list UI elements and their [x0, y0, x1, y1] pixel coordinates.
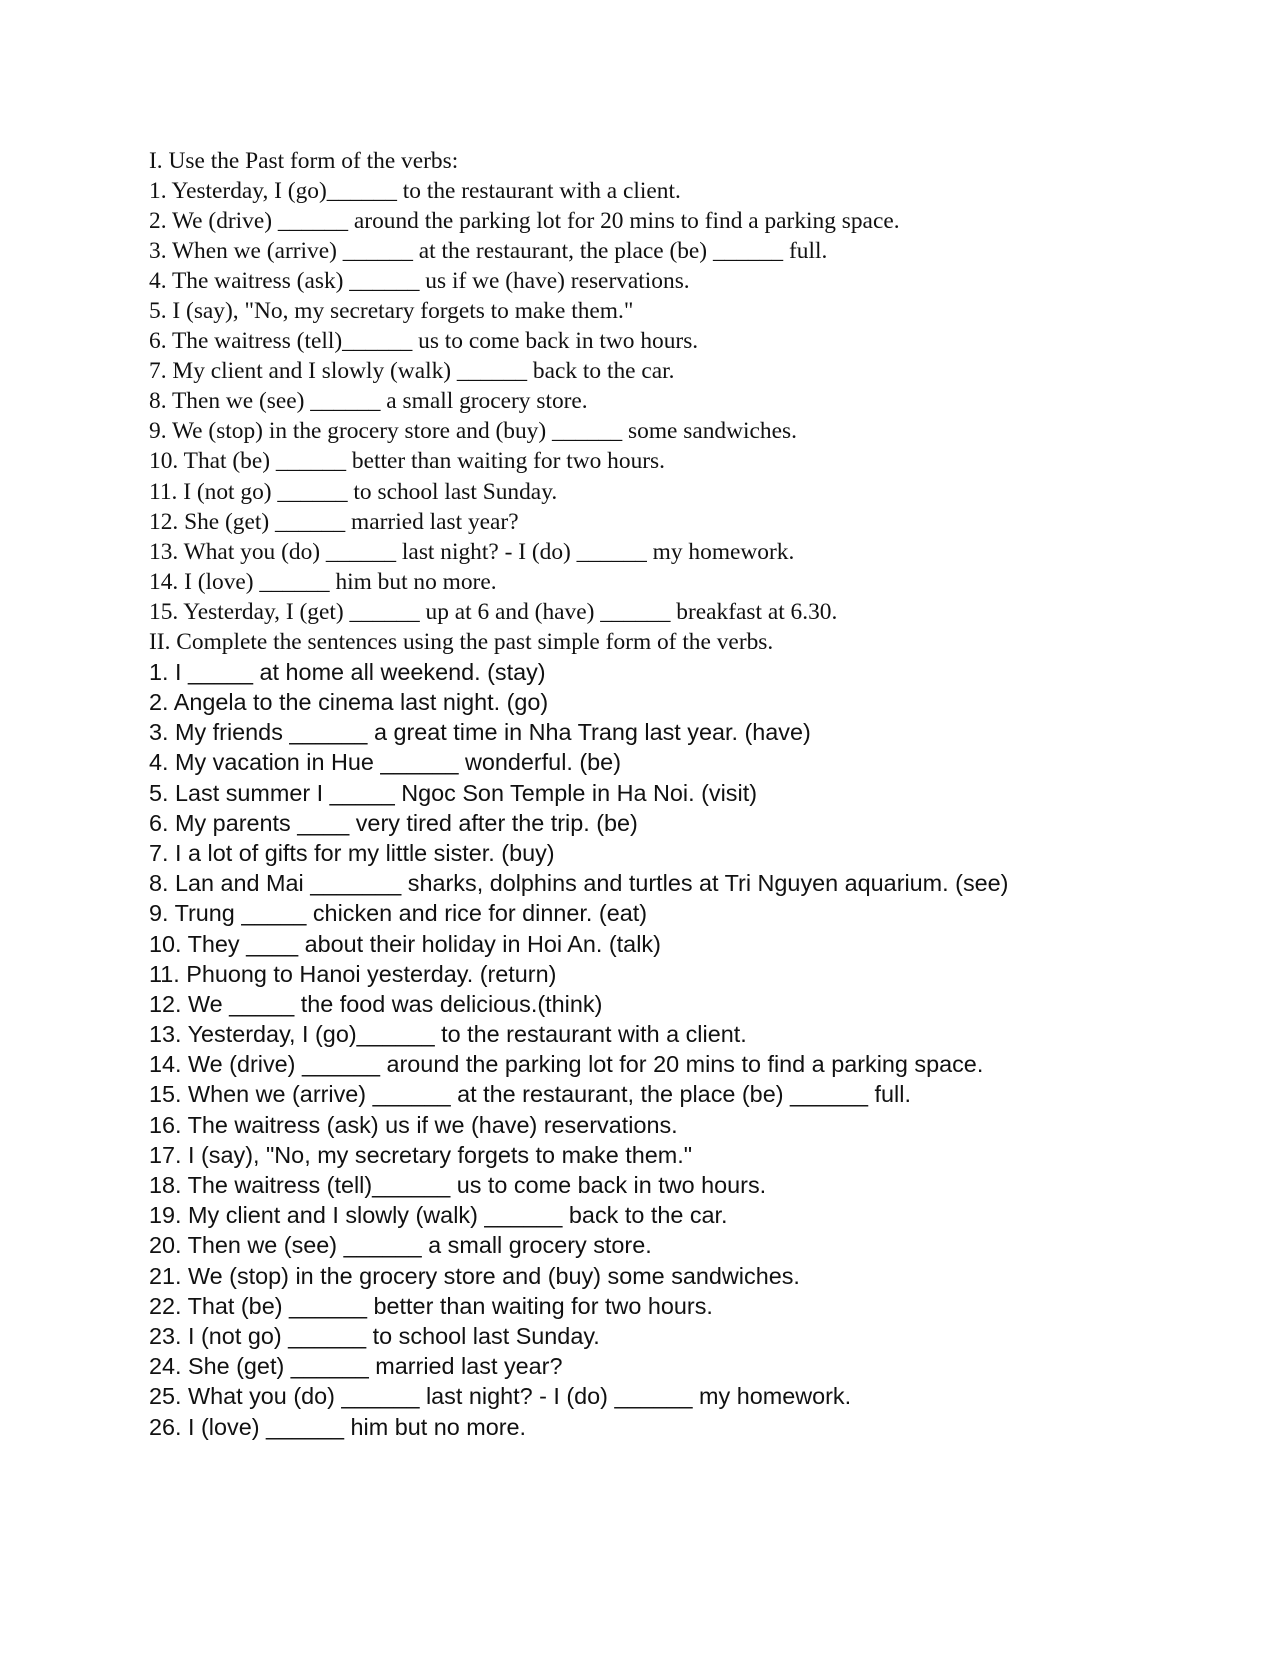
exercise-item: 16. The waitress (ask) us if we (have) reservations. [149, 1111, 678, 1138]
exercise-item: 11. Phuong to Hanoi yesterday. (return) [149, 960, 557, 987]
exercise-item: 20. Then we (see) ______ a small grocery store. [149, 1232, 652, 1259]
exercise-item: 22. That (be) ______ better than waiting for two hours. [149, 1292, 713, 1319]
section-2 [149, 657, 1239, 1442]
exercise-item: 21. We (stop) in the grocery store and (buy) some sandwiches. [149, 1262, 800, 1289]
exercise-item: 4. My vacation in Hue ______ wonderful. (be) [149, 749, 621, 776]
exercise-item: 10. They ____ about their holiday in Hoi An. (talk) [149, 930, 661, 957]
exercise-item: 18. The waitress (tell)______ us to come back in two hours. [149, 1172, 767, 1198]
exercise-item: 6. The waitress (tell)______ us to come back in two hours. [149, 328, 699, 355]
exercise-item: 15. When we (arrive) ______ at the restaurant, the place (be) ______ full. [149, 1081, 911, 1108]
exercise-item: 2. We (drive) ______ around the parking lot for 20 mins to find a parking space. [149, 208, 900, 235]
exercise-item: 3. My friends ______ a great time in Nha Trang last year. (have) [149, 719, 811, 746]
exercise-item: 13. What you (do) ______ last night? - I (do) ______ my homework. [149, 538, 795, 565]
exercise-item: 25. What you (do) ______ last night? - I (do) ______ my homework. [149, 1383, 852, 1410]
exercise-item: 1. Yesterday, I (go)______ to the restaurant with a client. [149, 178, 681, 205]
exercise-item: 9. Trung _____ chicken and rice for dinner. (eat) [149, 900, 647, 927]
exercise-item: 8. Then we (see) ______ a small grocery store. [149, 388, 588, 415]
exercise-item: 24. She (get) ______ married last year? [149, 1353, 563, 1380]
exercise-item: 26. I (love) ______ him but no more. [149, 1413, 527, 1440]
exercise-item: 14. I (love) ______ him but no more. [149, 568, 497, 595]
exercise-item: 12. We _____ the food was delicious.(think) [149, 990, 603, 1017]
exercise-item: 10. That (be) ______ better than waiting for two hours. [149, 448, 665, 475]
exercise-item: 12. She (get) ______ married last year? [149, 508, 519, 535]
section-1 [149, 146, 1239, 657]
exercise-item: 2. Angela to the cinema last night. (go) [149, 688, 549, 715]
section-2-heading: II. Complete the sentences using the past simple form of the verbs. [149, 628, 774, 655]
exercise-item: 13. Yesterday, I (go)______ to the restaurant with a client. [149, 1021, 747, 1048]
exercise-item: 7. I a lot of gifts for my little sister. (buy) [149, 839, 555, 866]
exercise-item: 14. We (drive) ______ around the parking lot for 20 mins to find a parking space. [149, 1051, 984, 1078]
exercise-item: 1. I _____ at home all weekend. (stay) [149, 658, 546, 685]
worksheet-page [149, 146, 1239, 1442]
exercise-item: 7. My client and I slowly (walk) ______ back to the car. [149, 358, 675, 385]
exercise-item: 3. When we (arrive) ______ at the restaurant, the place (be) ______ full. [149, 238, 828, 265]
exercise-item: 9. We (stop) in the grocery store and (buy) ______ some sandwiches. [149, 418, 797, 445]
exercise-item: 8. Lan and Mai _______ sharks, dolphins and turtles at Tri Nguyen aquarium. (see) [149, 870, 1009, 897]
exercise-item: 17. I (say), "No, my secretary forgets to make them." [149, 1141, 693, 1168]
exercise-item: 6. My parents ____ very tired after the trip. (be) [149, 809, 638, 836]
exercise-item: 19. My client and I slowly (walk) ______ back to the car. [149, 1202, 728, 1229]
exercise-item: 11. I (not go) ______ to school last Sunday. [149, 478, 558, 505]
exercise-item: 5. Last summer I _____ Ngoc Son Temple in Ha Noi. (visit) [149, 779, 757, 806]
exercise-item: 15. Yesterday, I (get) ______ up at 6 and (have) ______ breakfast at 6.30. [149, 598, 838, 625]
exercise-item: 4. The waitress (ask) ______ us if we (have) reservations. [149, 268, 690, 295]
exercise-item: 5. I (say), "No, my secretary forgets to make them." [149, 298, 634, 325]
section-1-heading: I. Use the Past form of the verbs: [149, 148, 459, 174]
exercise-item: 23. I (not go) ______ to school last Sunday. [149, 1322, 600, 1349]
